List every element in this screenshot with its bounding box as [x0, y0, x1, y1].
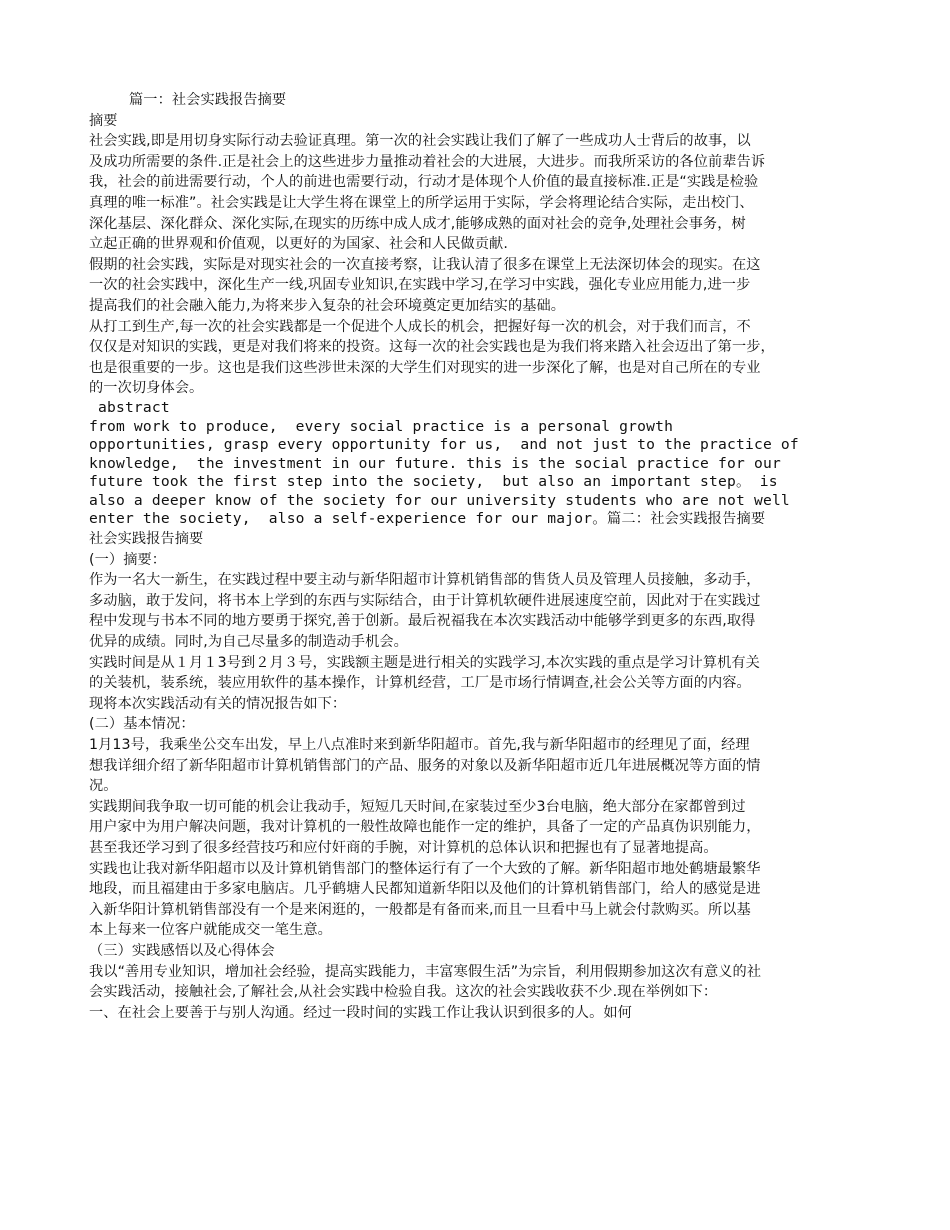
paragraph-line: 我，社会的前进需要行动，个人的前进也需要行动，行动才是体现个人价值的最直接标准.正是“实践是检验 — [89, 174, 759, 191]
paragraph-line: 真理的唯一标准”。社会实践是让大学生将在课堂上的所学运用于实际，学会将理论结合实际，走出校门、 — [89, 194, 754, 211]
paragraph-line: 况。 — [89, 778, 118, 795]
paragraph-line: 假期的社会实践，实际是对现实社会的一次直接考察，让我认清了很多在课堂上无法深切体会的现实。在这 — [89, 256, 761, 273]
abstract-line: enter the society, also a self-experience for our major。 — [89, 510, 608, 528]
paragraph-line: 提高我们的社会融入能力,为将来步入复杂的社会环境奠定更加结实的基础。 — [89, 297, 566, 314]
paragraph-line: 会实践活动，接触社会,了解社会,从社会实践中检验自我。这次的社会实践收获不少.现在举例如下： — [89, 984, 718, 1001]
abstract-line: knowledge, the investment in our future. this is the social practice for our — [89, 454, 781, 472]
paragraph-line: 甚至我还学习到了很多经营技巧和应付奸商的手腕，对计算机的总体认识和把握也有了显著地提高。 — [89, 839, 718, 856]
part1-title: 篇一：社会实践报告摘要 — [129, 92, 287, 108]
paragraph-line: 社会实践,即是用切身实际行动去验证真理。第一次的社会实践让我们了解了一些成功人士背后的故事，以 — [89, 133, 751, 150]
paragraph-line: 也是很重要的一步。这也是我们这些涉世未深的大学生们对现实的进一步深化了解，也是对自己所在的专业 — [89, 359, 761, 376]
paragraph-line: 从打工到生产,每一次的社会实践都是一个促进个人成长的机会，把握好每一次的机会，对于我们而言，不 — [89, 318, 751, 335]
paragraph-line: 实践期间我争取一切可能的机会让我动手，短短几天时间,在家装过至少3台电脑，绝大部分在家都曾到过 — [89, 798, 746, 815]
paragraph-line: 地段，而且福建由于多家电脑店。几乎鹤塘人民都知道新华阳以及他们的计算机销售部门，给人的感觉是进 — [89, 881, 761, 898]
abstract-heading: abstract — [89, 398, 170, 416]
paragraph-line: 想我详细介绍了新华阳超市计算机销售部门的产品、服务的对象以及新华阳超市近几年进展概况等方面的情 — [89, 757, 761, 774]
part1-body — [89, 131, 864, 399]
paragraph-line: 实践时间是从１月１3号到２月３号，实践额主题是进行相关的实践学习,本次实践的重点是学习计算机有关 — [89, 654, 760, 671]
paragraph-line: 我以“善用专业知识，增加社会经验，提高实践能力，丰富寒假生活”为宗旨，利用假期参加这次有意义的社 — [89, 963, 762, 980]
paragraph-line: 实践也让我对新华阳超市以及计算机销售部门的整体运行有了一个大致的了解。新华阳超市地处鹤塘最繁华 — [89, 860, 761, 877]
abstract-line: opportunities, grasp every opportunity for us, and not just to the practice of — [89, 436, 799, 454]
paragraph-line: 多动脑，敢于发问，将书本上学到的东西与实际结合，由于计算机软硬件进展速度空前，因此对于在实践过 — [89, 592, 761, 609]
paragraph-line: 本上每来一位客户就能成交一笔生意。 — [89, 922, 332, 939]
paragraph-line: 立起正确的世界观和价值观，以更好的为国家、社会和人民做贡献. — [89, 236, 508, 253]
paragraph-line: 用户家中为用户解决问题，我对计算机的一般性故障也能作一定的维护，具备了一定的产品真伪识别能力， — [89, 819, 761, 836]
paragraph-line: 的一次切身体会。 — [89, 380, 204, 397]
paragraph-line: 深化基层、深化群众、深化实际,在现实的历练中成人成才,能够成熟的面对社会的竞争,处理社会事务，树 — [89, 215, 746, 232]
paragraph-line: 一、在社会上要善于与别人沟通。经过一段时间的实践工作让我认识到很多的人。如何 — [89, 1004, 632, 1021]
paragraph-line: 1月13号，我乘坐公交车出发，早上八点准时来到新华阳超市。首先,我与新华阳超市的经理见了面，经理 — [89, 737, 750, 753]
part2-title-inline: 篇二：社会实践报告摘要 — [607, 511, 766, 528]
part2-title: 社会实践报告摘要 — [89, 531, 204, 548]
abstract-line: from work to produce, every social practice is a personal growth — [89, 417, 674, 435]
document-page — [89, 90, 864, 1023]
paragraph-line: （三）实践感悟以及心得体会 — [89, 942, 275, 959]
part1-heading: 摘要 — [89, 112, 118, 129]
paragraph-line: 入新华阳计算机销售部没有一个是来闲逛的，一般都是有备而来,而且一旦看中马上就会付款购买。所以基 — [89, 901, 751, 918]
paragraph-line: 程中发现与书本不同的地方要勇于探究,善于创新。最后祝福我在本次实践活动中能够学到更多的东西,取得 — [89, 613, 756, 630]
abstract-line: future took the first step into the society, but also an important step。 is — [89, 473, 778, 491]
abstract-line: also a deeper know of the society for our university students who are not well — [89, 491, 790, 509]
paragraph-line: (一）摘要： — [89, 551, 167, 568]
paragraph-line: 及成功所需要的条件.正是社会上的这些进步力量推动着社会的大进展，大进步。而我所采访的各位前辈告诉 — [89, 153, 766, 170]
abstract-body — [89, 418, 864, 530]
paragraph-line: 作为一名大一新生，在实践过程中要主动与新华阳超市计算机销售部的售货人员及管理人员接触，多动手， — [89, 572, 761, 589]
paragraph-line: 现将本次实践活动有关的情况报告如下： — [89, 695, 347, 712]
paragraph-line: 一次的社会实践中，深化生产一线,巩固专业知识,在实践中学习,在学习中实践，强化专业应用能力,进一步 — [89, 277, 751, 294]
part2-body — [89, 550, 864, 1024]
paragraph-line: 的关装机，装系统，装应用软件的基本操作，计算机经营，工厂是市场行情调查,社会公关等方面的内容。 — [89, 675, 751, 692]
paragraph-line: (二）基本情况： — [89, 716, 195, 733]
paragraph-line: 优异的成绩。同时,为自己尽量多的制造动手机会。 — [89, 634, 408, 651]
paragraph-line: 仅仅是对知识的实践，更是对我们将来的投资。这每一次的社会实践也是为我们将来踏入社会迈出了第一步， — [89, 339, 775, 356]
abstract-last-line — [89, 510, 864, 529]
